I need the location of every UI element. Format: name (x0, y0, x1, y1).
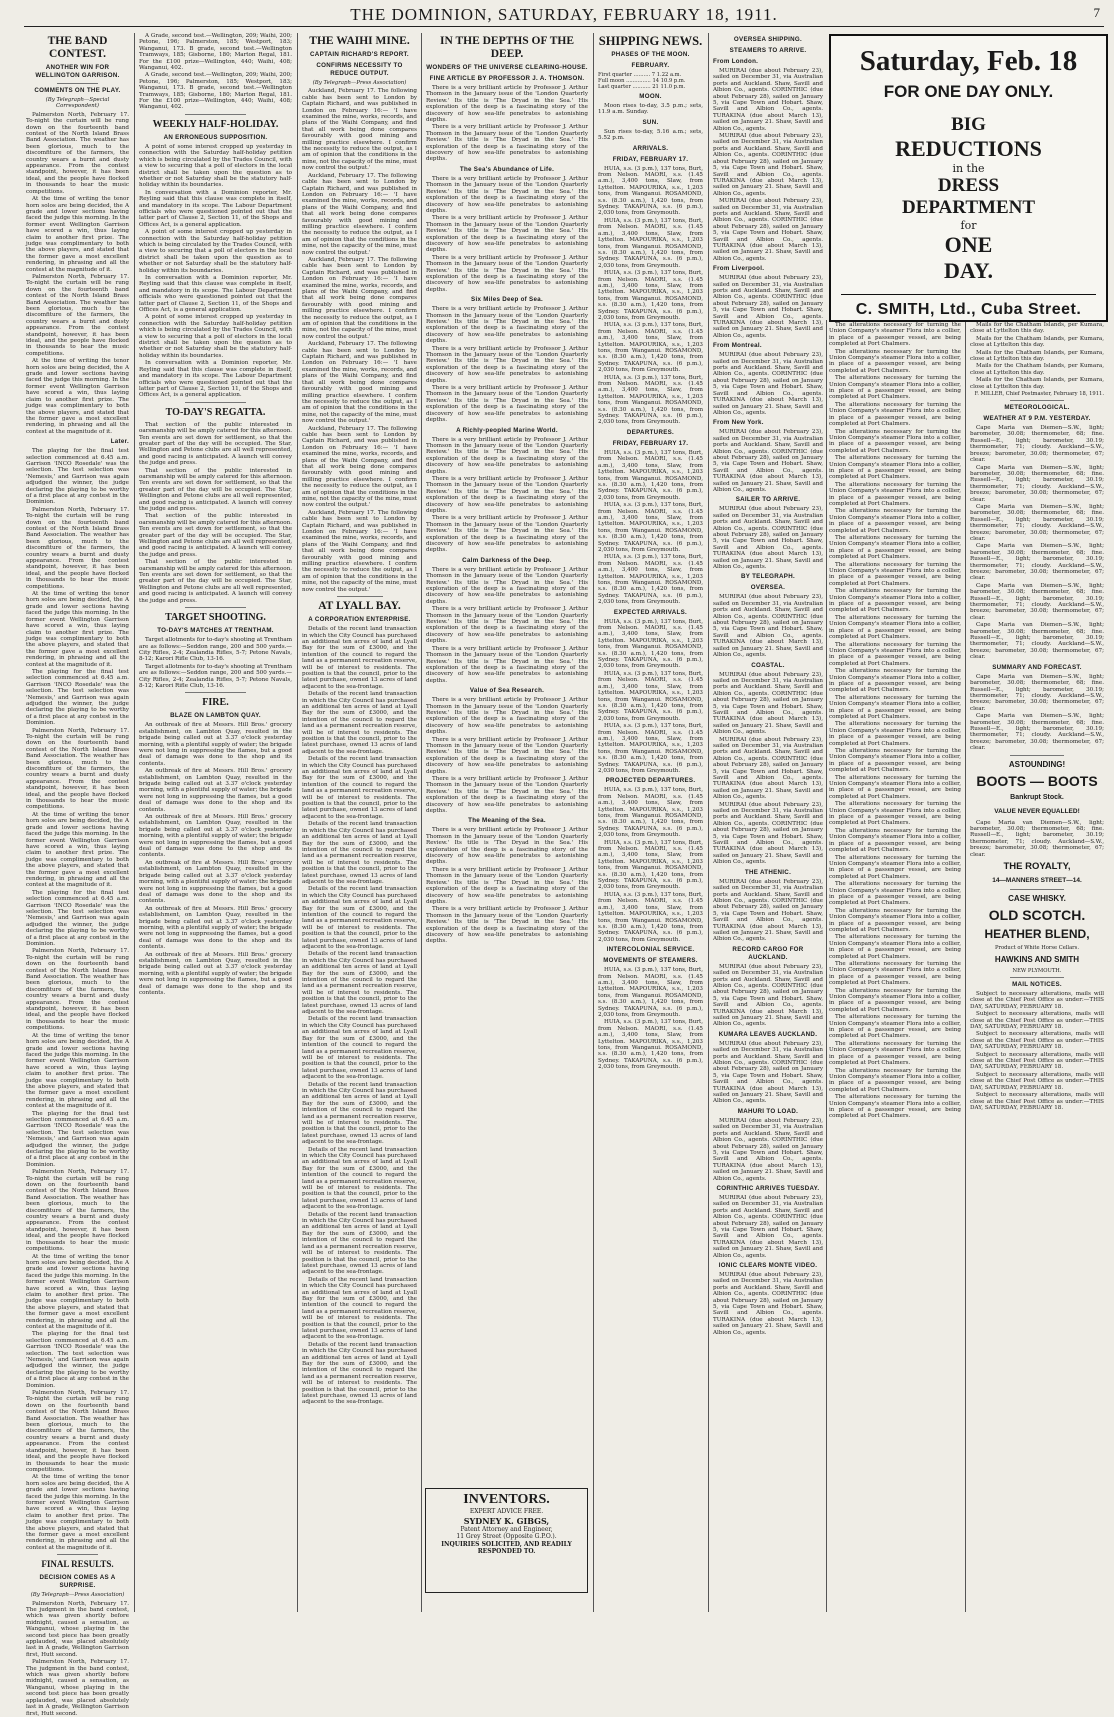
band-contest-later-text: The playing for the final test selection commenced at 6.45 a.m. Garrison 'INCO Rosedale' was the selection. The test selection was 'Nemesis,' and Garrison was again adjudged the winner, the judge declaring the playing to be worthy of a first place at any contest in the Dominion. (26, 448, 129, 506)
lyall-bay-text: Details of the recent land transaction in which the City Council has purchased an additional ten acres of land at Lyall Bay for the sum of £3000, and the intention of the council to regard the land as a permanent recreation reserve, will be of interest to residents. The position is that the council, prior to the latest purchase, owned 13 acres of land adjacent to the sea-frontage. (302, 691, 417, 755)
alterations-text: The alterations necessary for turning the Union Company's steamer Flora into a collier, in place of a passenger vessel, are being completed at Port Chalmers. (829, 668, 961, 694)
arrivals-date: FRIDAY, FEBRUARY 17. (612, 155, 689, 163)
mails-text: Mails for the Chatham Islands, per Kumara, close at Lyttelton this day. (970, 363, 1104, 376)
ionic-label: IONIC CLEARS MONTE VIDEO. (718, 1262, 818, 1269)
divider (185, 402, 246, 403)
alterations-text: The alterations necessary for turning the Union Company's steamer Flora into a collier, in place of a passenger vessel, are being completed at Port Chalmers. (829, 401, 961, 428)
product-line: Product of White Horse Cellars. (995, 945, 1079, 951)
ad-dress: DRESS (937, 175, 1000, 196)
intercolonial-text: HUIA, s.s. (3 p.m.), 137 tons, Burt, from Nelson. MAORI, s.s. (1.45 a.m.), 3,400 tons, Slaw, from Lyttelton. MAPOURIKA, s.s., 1,203 tons, from Wanganui. ROSAMOND, s.s. (8.30 a.m.), 1,420 tons, from Sydney. TAKAPUNA, s.s. (6 p.m.), 2,030 tons, from Greymouth. (598, 967, 703, 1018)
alterations-text: The alterations necessary for turning the Union Company's steamer Flora into a collier, in place of a passenger vessel, are being completed at Port Chalmers. (829, 801, 961, 827)
inventors-line: Patent Attorney and Engineer, (460, 1525, 553, 1533)
regatta-text: That section of the public interested in oarsmanship will be amply catered for this afternoon. Ten events are set down for settlement, so that the greater part of the day will be occupied. The Star, Wellington and Petone clubs are all well represented, and good racing is anticipated. A launch will convey the judge and press. (139, 559, 292, 604)
hawkins-smith: HAWKINS AND SMITH (994, 955, 1080, 964)
column-rule (134, 33, 135, 1612)
fire-headline: FIRE. (202, 697, 229, 709)
column-rule (593, 33, 594, 1612)
target-shooting-section: TO-DAY'S MATCHES AT TRENTHAM. (157, 627, 274, 635)
phase-row: Last quarter ........... 21 11.0 p.m. (598, 84, 686, 90)
waihi-mine-subheadline: CAPTAIN RICHARD'S REPORT. (310, 51, 409, 58)
overseas-text: MURIRAI (due about February 23), sailed on December 31, via Australian ports and Auckland. Shaw, Savill and Albion Co., agents. CORINTHIC (due about February 28), sailed on January 5, via Cape Town and Hobart. Shaw, Savill and Albion Co., agents. TURAKINA (due about March 13), sailed on January 21. Shaw, Savill and Albion Co., agents. (713, 429, 823, 493)
expected-label: EXPECTED ARRIVALS. (613, 608, 688, 616)
half-holiday-paragraph: In conversation with a Dominion reporter, Mr. Reyling said that this clause was complete in itself, and mandatory in its scope. The Labour Department officials who were questioned pointed out that the latter part of Clause 2, Section 11, of the Shops and Offices Act, is a general application. (139, 360, 292, 399)
grade-results: A Grade, second test.—Wellington, 209; Waihi, 200; Petone, 196; Palmerston, 185; Westport, 183; Wanganui, 173. B grade, second test.—Wellington Tramways, 185; Gisborne, 180; Marton Regal, 181. For the £100 prize—Wellington, 440; Waihi, 408; Wanganui, 402. (139, 33, 292, 72)
arrivals-label: ARRIVALS. (632, 144, 669, 152)
band-contest-byline: (By Telegraph—Special Correspondent) (45, 97, 110, 110)
weather-text: Cape Maria van Diemen—S.W., light; barometer, 30.08; thermometer, 68; fine. Russell—E., light; barometer, 30.19; thermometer, 71; cloudy. Auckland—S.W., breeze; barometer, 30.08; thermometer, 67; clear. (970, 464, 1104, 503)
divider (185, 692, 246, 693)
expected-text: HUIA, s.s. (3 p.m.), 137 tons, Burt, from Nelson. MAORI, s.s. (1.45 a.m.), 3,400 tons, Slaw, from Lyttelton. MAPOURIKA, s.s., 1,203 tons, from Wanganui. ROSAMOND, s.s. (8.30 a.m.), 1,420 tons, from Sydney. TAKAPUNA, s.s. (6 p.m.), 2,030 tons, from Greymouth. (598, 723, 703, 774)
alterations-text: The alterations necessary for turning the Union Company's steamer Flora into a collier, in place of a passenger vessel, are being completed at Port Chalmers. (829, 481, 961, 507)
waihi-mine-section: CONFIRMS NECESSITY TO REDUCE OUTPUT. (316, 62, 403, 77)
ad-signature: C. SMITH, Ltd., Cuba Street. (841, 294, 1096, 319)
band-contest-paragraph: At the time of writing the tenor horn solos are being decided, the A grade and lower sections having faced the judge this morning. In the former event Wellington Garrison have scored a win, thus laying claim to another first prize. The judge was complimentary to both the above players, and stated that the former gave a most excellent rendering, in phrasing and all the contest at the magnitude of it. (26, 1474, 129, 1551)
projected-text: HUIA, s.s. (3 p.m.), 137 tons, Burt, from Nelson. MAORI, s.s. (1.45 a.m.), 3,400 tons, Slaw, from Lyttelton. MAPOURIKA, s.s., 1,203 tons, from Wanganui. ROSAMOND, s.s. (8.30 a.m.), 1,420 tons, from Sydney. TAKAPUNA, s.s. (6 p.m.), 2,030 tons, from Greymouth. (598, 891, 703, 943)
page-number: 7 (1093, 5, 1100, 20)
column-rule (297, 33, 298, 1612)
lyall-bay-text: Details of the recent land transaction in which the City Council has purchased an additional ten acres of land at Lyall Bay for the sum of £3000, and the intention of the council to regard the land as a permanent recreation reserve, will be of interest to residents. The position is that the council, prior to the latest purchase, owned 13 acres of land adjacent to the sea-frontage. (302, 1341, 417, 1406)
alterations-text: The alterations necessary for turning the Union Company's steamer Flora into a collier, in place of a passenger vessel, are being completed at Port Chalmers. (829, 1067, 961, 1093)
alterations-text: The alterations necessary for turning the Union Company's steamer Flora into a collier, in place of a passenger vessel, are being completed at Port Chalmers. (829, 375, 961, 401)
inventors-line: EXPERT ADVICE FREE. (469, 1508, 544, 1515)
masthead (24, 4, 1104, 27)
alterations-text: The alterations necessary for turning the Union Company's steamer Flora into a collier, in place of a passenger vessel, are being completed at Port Chalmers. (829, 774, 961, 800)
divider (1010, 400, 1064, 401)
alterations-text: The alterations necessary for turning the Union Company's steamer Flora into a collier, in place of a passenger vessel, are being completed at Port Chalmers. (829, 1094, 961, 1120)
mail-notices-text: Subject to necessary alterations, mails will close at the Chief Post Office as under:—THIS DAY, SATURDAY, FEBRUARY 18. (970, 1011, 1104, 1031)
sun-label: SUN. (642, 118, 659, 126)
ad-department: DEPARTMENT (901, 197, 1036, 218)
athenic-label: THE ATHENIC. (744, 868, 792, 876)
column-rule (708, 33, 709, 1612)
deep-text: There is a very brilliant article by Professor J. Arthur Thomson in the January issue of the 'London Quarterly Review.' Its title is 'The Dryad in the Sea.' His exploration of the deep is a fascinating story of the discovery of how sea-life penetrates to astonishing depths. (426, 175, 588, 214)
overseas-text: MURIRAI (due about February 23), sailed on December 31, via Australian ports and Auckland. Shaw, Savill and Albion Co., agents. CORINTHIC (due about February 28), sailed on January 5, via Cape Town and Hobart. Shaw, Savill and Albion Co., agents. TURAKINA (due about March 13), sailed on January 21. Shaw, Savill and Albion Co., agents. (713, 1272, 823, 1336)
final-results-text: Palmerston North, February 17. The judgment in the band contest, which was given shortly before midnight, caused a sensation, as Wanganui, whose playing in the second test piece has been greatly applauded, was placed absolutely last in A grade, Wellington Garrison first, Hutt second. (26, 1600, 129, 1658)
ad-reductions: REDUCTIONS (895, 136, 1042, 161)
column-overseas (713, 33, 823, 1614)
band-contest-paragraph: At the time of writing the tenor horn solos are being decided, the A grade and lower sections having faced the judge this morning. In the former event Wellington Garrison have scored a win, thus laying claim to another first prize. The judge was complimentary to both the above players, and stated that the former gave a most excellent rendering, in phrasing and all the contest at the magnitude of it. (26, 591, 129, 668)
alterations-text: The alterations necessary for turning the Union Company's steamer Flora into a collier, in place of a passenger vessel, are being completed at Port Chalmers. (829, 748, 961, 774)
deep-text: There is a very brilliant article by Professor J. Arthur Thomson in the January issue of the 'London Quarterly Review.' Its title is 'The Dryad in the Sea.' His exploration of the deep is a fascinating story of the discovery of how sea-life penetrates to astonishing depths. (426, 827, 588, 866)
alterations-text: The alterations necessary for turning the Union Company's steamer Flora into a collier, in place of a passenger vessel, are being completed at Port Chalmers. (829, 721, 961, 747)
deep-subsection: Value of Sea Research. (469, 687, 545, 695)
weather-text: Cape Maria van Diemen—S.W., light; barometer, 30.08; thermometer, 68; fine. Russell—E., light; barometer, 30.19; thermometer, 71; cloudy. Auckland—S.W., breeze; barometer, 30.08; thermometer, 67; clear. (970, 425, 1104, 464)
deep-subsection: The Meaning of the Sea. (468, 817, 546, 825)
arrivals-text: HUIA, s.s. (3 p.m.), 137 tons, Burt, from Nelson. MAORI, s.s. (1.45 a.m.), 3,400 tons, Slaw, from Lyttelton. MAPOURIKA, s.s., 1,203 tons, from Wanganui. ROSAMOND, s.s. (8.30 a.m.), 1,420 tons, from Sydney. TAKAPUNA, s.s. (6 p.m.), 2,030 tons, from Greymouth. (598, 165, 703, 217)
corinthic-label: CORINTHIC ARRIVES TUESDAY. (716, 1184, 820, 1192)
lyall-bay-text: Details of the recent land transaction in which the City Council has purchased an additional ten acres of land at Lyall Bay for the sum of £3000, and the intention of the council to regard the land as a permanent recreation reserve, will be of interest to residents. The position is that the council, prior to the latest purchase, owned 13 acres of land adjacent to the sea-frontage. (302, 756, 417, 820)
alterations-text: The alterations necessary for turning the Union Company's steamer Flora into a collier, in place of a passenger vessel, are being completed at Port Chalmers. (829, 694, 961, 720)
waihi-mine-text: Auckland, February 17. The following cable has been sent to London by Captain Richard, and was published in London on February 16:— 'I have examined the mine, works, records, and plans of the Waihi Company, and find that all work being done compares favourably with good mining and milling practice elsewhere. I confirm the necessity to reduce the output, as I am of opinion that the conditions in the mine, not the capacity of the mine, must now control the output.' (302, 172, 417, 256)
band-contest-section: COMMENTS ON THE PLAY. (34, 87, 121, 94)
alterations-text: The alterations necessary for turning the Union Company's steamer Flora into a collier, in place of a passenger vessel, are being completed at Port Chalmers. (829, 987, 961, 1013)
waihi-mine-text: Auckland, February 17. The following cable has been sent to London by Captain Richard, and was published in London on February 16:— 'I have examined the mine, works, records, and plans of the Waihi Company, and find that all work being done compares favourably with good mining and milling practice elsewhere. I confirm the necessity to reduce the output, as I am of opinion that the conditions in the mine, not the capacity of the mine, must now control the output.' (302, 509, 417, 593)
new-plymouth: NEW PLYMOUTH. (1012, 968, 1062, 974)
half-holiday-section: AN ERRONEOUS SUPPOSITION. (163, 133, 268, 141)
overseas-subheadline: STEAMERS TO ARRIVE. (729, 47, 807, 54)
arrivals-text: HUIA, s.s. (3 p.m.), 137 tons, Burt, from Nelson. MAORI, s.s. (1.45 a.m.), 3,400 tons, Slaw, from Lyttelton. MAPOURIKA, s.s., 1,203 tons, from Wanganui. ROSAMOND, s.s. (8.30 a.m.), 1,420 tons, from Sydney. TAKAPUNA, s.s. (6 p.m.), 2,030 tons, from Greymouth. (598, 270, 703, 321)
half-holiday-paragraph: In conversation with a Dominion reporter, Mr. Reyling said that this clause was complete in itself, and mandatory in its scope. The Labour Department officials who were questioned pointed out that the latter part of Clause 2, Section 11, of the Shops and Offices Act, is a general application. (139, 275, 292, 314)
overseas-text: MURIRAI (due about February 23), sailed on December 31, via Australian ports and Auckland. Shaw, Savill and Albion Co., agents. CORINTHIC (due about February 28), sailed on January 5, via Cape Town and Hobart. Shaw, Savill and Albion Co., agents. TURAKINA (due about March 13), sailed on January 21. Shaw, Savill and Albion Co., agents. (713, 736, 823, 801)
ad-date: Saturday, Feb. 18 (859, 45, 1078, 77)
deep-subsection: Six Miles Deep of Sea. (471, 296, 543, 304)
deep-text: There is a very brilliant article by Professor J. Arthur Thomson in the January issue of the 'London Quarterly Review.' Its title is 'The Dryad in the Sea.' His exploration of the deep is a fascinating story of the discovery of how sea-life penetrates to astonishing depths. (426, 124, 588, 163)
lyall-bay-text: Details of the recent land transaction in which the City Council has purchased an additional ten acres of land at Lyall Bay for the sum of £3000, and the intention of the council to regard the land as a permanent recreation reserve, will be of interest to residents. The position is that the council, prior to the latest purchase, owned 13 acres of land adjacent to the sea-frontage. (302, 1146, 417, 1211)
band-contest-later-text: The playing for the final test selection commenced at 6.45 a.m. Garrison 'INCO Rosedale' was the selection. The test selection was 'Nemesis,' and Garrison was again adjudged the winner, the judge declaring the playing to be worthy of a first place at any contest in the Dominion. (26, 668, 129, 727)
target-shooting-headline: TARGET SHOOTING. (165, 612, 266, 624)
deep-text: There is a very brilliant article by Professor J. Arthur Thomson in the January issue of the 'London Quarterly Review.' Its title is 'The Dryad in the Sea.' His exploration of the deep is a fascinating story of the discovery of how sea-life penetrates to astonishing depths. (426, 345, 588, 384)
weather-headline: WEATHER AT 9 P.M. YESTERDAY. (983, 415, 1091, 423)
mail-notices-text: Subject to necessary alterations, mails will close at the Chief Post Office as under:—THIS DAY, SATURDAY, FEBRUARY 18. (970, 1031, 1104, 1051)
alterations-text: The alterations necessary for turning the Union Company's steamer Flora into a collier, in place of a passenger vessel, are being completed at Port Chalmers. (829, 961, 961, 987)
fire-text: An outbreak of fire at Messrs. Hill Bros.' grocery establishment, on Lambton Quay, resulted in the brigade being called out at 3.37 o'clock yesterday morning, with a plentiful supply of water; the brigade were not long in suppressing the flames, but a good deal of damage was done to the shop and its contents. (139, 768, 292, 813)
ad-one-day-only: FOR ONE DAY ONLY. (883, 82, 1054, 101)
overseas-text: MURIRAI (due about February 23), sailed on December 31, via Australian ports and Auckland. Shaw, Savill and Albion Co., agents. CORINTHIC (due about February 28), sailed on January 5, via Cape Town and Hobart. Shaw, Savill and Albion Co., agents. TURAKINA (due about March 13), sailed on January 21. Shaw, Savill and Albion Co., agents. (713, 963, 823, 1028)
ad-for: for (960, 219, 977, 232)
divider (57, 1554, 98, 1555)
fire-text: An outbreak of fire at Messrs. Hill Bros.' grocery establishment, on Lambton Quay, resulted in the brigade being called out at 3.37 o'clock yesterday morning, with a plentiful supply of water; the brigade were not long in suppressing the flames, but a good deal of damage was done to the shop and its contents. (139, 905, 292, 951)
lyall-bay-text: Details of the recent land transaction in which the City Council has purchased an additional ten acres of land at Lyall Bay for the sum of £3000, and the intention of the council to regard the land as a permanent recreation reserve, will be of interest to residents. The position is that the council, prior to the latest purchase, owned 13 acres of land adjacent to the sea-frontage. (302, 1211, 417, 1276)
deep-text: There is a very brilliant article by Professor J. Arthur Thomson in the January issue of the 'London Quarterly Review.' Its title is 'The Dryad in the Sea.' His exploration of the deep is a fascinating story of the discovery of how sea-life penetrates to astonishing depths. (426, 776, 588, 815)
ad-big: BIG (951, 114, 986, 135)
ad-in-the: in the (952, 162, 985, 175)
overseas-text: MURIRAI (due about February 23), sailed on December 31, via Australian ports and Auckland. Shaw, Savill and Albion Co., agents. CORINTHIC (due about February 28), sailed on January 5, via Cape Town and Hobart. Shaw, Savill and Albion Co., agents. TURAKINA (due about March 13), sailed on January 21. Shaw, Savill and Albion Co., agents. (713, 1117, 823, 1182)
sun-text: Sun rises to-day, 5.16 a.m.; sets, 5.52 p.m. (598, 128, 703, 142)
shipping-headline: SHIPPING NEWS. (598, 34, 703, 48)
divider (185, 607, 246, 608)
deep-text: There is a very brilliant article by Professor J. Arthur Thomson in the January issue of the 'London Quarterly Review.' Its title is 'The Dryad in the Sea.' His exploration of the deep is a fascinating story of the discovery of how sea-life penetrates to astonishing depths. (426, 566, 588, 605)
alterations-text: The alterations necessary for turning the Union Company's steamer Flora into a collier, in place of a passenger vessel, are being completed at Port Chalmers. (829, 561, 961, 587)
record-label: RECORD CARGO FOR AUCKLAND. (732, 945, 804, 961)
band-contest-paragraph: At the time of writing the tenor horn solos are being decided, the A grade and lower sections having faced the judge this morning. In the former event Wellington Garrison have scored a win, thus laying claim to another first prize. The judge was complimentary to both the above players, and stated that the former gave a most excellent rendering, in phrasing and all the contest at the magnitude of it. (26, 811, 129, 889)
band-contest-paragraph: Palmerston North, February 17. To-night the curtain will be rung down on the fourteenth band contest of the North Island Brass Band Association. The weather has been glorious, much to the discomfiture of the farmers, the country wears a burnt and dusty appearance. From the contest standpoint, however, it has been ideal, and the people have flocked in thousands to hear the music competitions. (26, 506, 129, 590)
lyall-bay-headline: AT LYALL BAY. (318, 600, 401, 613)
telegraph-label: BY TELEGRAPH. (741, 573, 795, 581)
alterations-text: The alterations necessary for turning the Union Company's steamer Flora into a collier, in place of a passenger vessel, are being completed at Port Chalmers. (829, 348, 961, 374)
coastal-label: COASTAL. (751, 661, 785, 669)
band-contest-later-text: The playing for the final test selection commenced at 6.45 a.m. Garrison 'INCO Rosedale' was the selection. The test selection was 'Nemesis,' and Garrison was again adjudged the winner, the judge declaring the playing to be worthy of a first place at any contest in the Dominion. (26, 889, 129, 947)
weather-text: Cape Maria van Diemen—S.W., light; barometer, 30.08; thermometer, 68; fine. Russell—E., light; barometer, 30.19; thermometer, 71; cloudy. Auckland—S.W., breeze; barometer, 30.08; thermometer, 67; clear. (970, 543, 1104, 582)
overseas-text: MURIRAI (due about February 23), sailed on December 31, via Australian ports and Auckland. Shaw, Savill and Albion Co., agents. CORINTHIC (due about February 28), sailed on January 5, via Cape Town and Hobart. Shaw, Savill and Albion Co., agents. TURAKINA (due about March 13), sailed on January 21. Shaw, Savill and Albion Co., agents. (713, 594, 823, 659)
departures-label: DEPARTURES. (626, 428, 675, 436)
projected-text: HUIA, s.s. (3 p.m.), 137 tons, Burt, from Nelson. MAORI, s.s. (1.45 a.m.), 3,400 tons, Slaw, from Lyttelton. MAPOURIKA, s.s., 1,203 tons, from Wanganui. ROSAMOND, s.s. (8.30 a.m.), 1,420 tons, from Sydney. TAKAPUNA, s.s. (6 p.m.), 2,030 tons, from Greymouth. (598, 787, 703, 839)
alterations-text: The alterations necessary for turning the Union Company's steamer Flora into a collier, in place of a passenger vessel, are being completed at Port Chalmers. (829, 535, 961, 561)
column-shipping (598, 33, 703, 1614)
weather-text: Cape Maria van Diemen—S.W., light; barometer, 30.08; thermometer, 68; fine. Russell—E., light; barometer, 30.19; thermometer, 71; cloudy. Auckland—S.W., breeze; barometer, 30.08; thermometer, 67; clear. (970, 673, 1104, 712)
column-half-holiday (139, 33, 292, 1614)
lyall-bay-text: Details of the recent land transaction in which the City Council has purchased an additional ten acres of land at Lyall Bay for the sum of £3000, and the intention of the council to regard the land as a permanent recreation reserve, will be of interest to residents. The position is that the council, prior to the latest purchase, owned 13 acres of land adjacent to the sea-frontage. (302, 1081, 417, 1146)
alterations-text: The alterations necessary for turning the Union Company's steamer Flora into a collier, in place of a passenger vessel, are being completed at Port Chalmers. (829, 322, 961, 348)
alterations-text: The alterations necessary for turning the Union Company's steamer Flora into a collier, in place of a passenger vessel, are being completed at Port Chalmers. (829, 827, 961, 854)
inventors-line: INQUIRIES SOLICITED, AND READILY RESPONDED TO. (441, 1540, 572, 1555)
kumara-label: KUMARA LEAVES AUCKLAND. (718, 1030, 818, 1038)
target-shooting-text: Target allotments for to-day's shooting at Trentham are as follows:—Seddon range, 200 and 500 yards.—City Rifles, 2-4; Zealandia Rifles, 5-7; Petone Navals, 8-12; Karori Rifle Club, 13-16. (139, 637, 292, 663)
mail-notices-text: Subject to necessary alterations, mails will close at the Chief Post Office as under:—THIS DAY, SATURDAY, FEBRUARY 18. (970, 1092, 1104, 1111)
mails-text: Mails for the Chatham Islands, per Kumara, close at Lyttelton this day. (970, 322, 1104, 335)
deep-headline: IN THE DEPTHS OF THE DEEP. (440, 35, 574, 60)
departures-date: FRIDAY, FEBRUARY 17. (612, 439, 689, 447)
arrivals-text: HUIA, s.s. (3 p.m.), 137 tons, Burt, from Nelson. MAORI, s.s. (1.45 a.m.), 3,400 tons, Slaw, from Lyttelton. MAPOURIKA, s.s., 1,203 tons, from Wanganui. ROSAMOND, s.s. (8.30 a.m.), 1,420 tons, from Sydney. TAKAPUNA, s.s. (6 p.m.), 2,030 tons, from Greymouth. (598, 217, 703, 269)
regatta-text: That section of the public interested in oarsmanship will be amply catered for this afternoon. Ten events are set down for settlement, so that the greater part of the day will be occupied. The Star, Wellington and Petone clubs are all well represented, and good racing is anticipated. A launch will convey the judge and press. (139, 421, 292, 467)
weather-text: Cape Maria van Diemen—S.W., light; barometer, 30.08; thermometer, 68; fine. Russell—E., light; barometer, 30.19; thermometer, 71; cloudy. Auckland—S.W., breeze; barometer, 30.08; thermometer, 67; clear. (970, 713, 1104, 752)
alterations-text: The alterations necessary for turning the Union Company's steamer Flora into a collier, in place of a passenger vessel, are being completed at Port Chalmers. (829, 881, 961, 907)
divider (1010, 977, 1064, 978)
phase-row: Full moon ............... 14 10.9 p.m. (598, 78, 686, 84)
alterations-text: The alterations necessary for turning the Union Company's steamer Flora into a collier, in place of a passenger vessel, are being completed at Port Chalmers. (829, 508, 961, 534)
projected-label: PROJECTED DEPARTURES. (605, 777, 696, 785)
final-results-text: Palmerston North, February 17. The judgment in the band contest, which was given shortly before midnight, caused a sensation, as Wanganui, whose playing in the second test piece has been greatly applauded, was placed absolutely last in A grade, Wellington Garrison first, Hutt second. (26, 1659, 129, 1717)
phases-month: FEBRUARY. (631, 62, 670, 69)
bankrupt-stock: Bankrupt Stock. (1010, 793, 1064, 801)
waihi-mine-byline: (By Telegraph—Press Association) (312, 80, 407, 86)
deep-subsection: Calm Darkness of the Deep. (462, 556, 552, 564)
inventors-name: SYDNEY K. GIBGS, (463, 1515, 550, 1526)
band-contest-paragraph: At the time of writing the tenor horn solos are being decided, the A grade and lower sections having faced the judge this morning. In the former event Wellington Garrison have scored a win, thus laying claim to another first prize. The judge was complimentary to both the above players, and stated that the former gave a most excellent rendering, in phrasing and all the contest at the magnitude of it. (26, 1032, 129, 1110)
arrivals-text: HUIA, s.s. (3 p.m.), 137 tons, Burt, from Nelson. MAORI, s.s. (1.45 a.m.), 3,400 tons, Slaw, from Lyttelton. MAPOURIKA, s.s., 1,203 tons, from Wanganui. ROSAMOND, s.s. (8.30 a.m.), 1,420 tons, from Sydney. TAKAPUNA, s.s. (6 p.m.), 2,030 tons, from Greymouth. (598, 374, 703, 426)
overseas-text: MURIRAI (due about February 23), sailed on December 31, via Australian ports and Auckland. Shaw, Savill and Albion Co., agents. CORINTHIC (due about February 28), sailed on January 5, via Cape Town and Hobart. Shaw, Savill and Albion Co., agents. TURAKINA (due about March 13), sailed on January 21. Shaw, Savill and Albion Co., agents. (713, 801, 823, 866)
old-scotch: OLD SCOTCH. (988, 907, 1086, 923)
inventors-ad (425, 1488, 588, 1593)
column-rule (965, 322, 966, 1612)
inventors-line: 11 Grey Street (Opposite G.P.O.). (456, 1533, 557, 1540)
mahuri-label: MAHURI TO LOAD. (737, 1107, 799, 1115)
alterations-text: The alterations necessary for turning the Union Company's steamer Flora into a collier, in place of a passenger vessel, are being completed at Port Chalmers. (829, 854, 961, 880)
lyall-bay-section: A CORPORATION ENTERPRISE. (308, 616, 411, 624)
dress-department-ad (829, 34, 1108, 322)
alterations-text: The alterations necessary for turning the Union Company's steamer Flora into a collier, in place of a passenger vessel, are being completed at Port Chalmers. (829, 934, 961, 960)
final-results-headline: FINAL RESULTS. (41, 1559, 114, 1570)
target-shooting-text: Target allotments for to-day's shooting at Trentham are as follows:—Seddon range, 200 and 500 yards.—City Rifles, 2-4; Zealandia Rifles, 5-7; Petone Navals, 8-12; Karori Rifle Club, 13-16. (139, 663, 292, 689)
phases-label: PHASES OF THE MOON. (611, 51, 690, 58)
overseas-text: MURIRAI (due about February 23), sailed on December 31, via Australian ports and Auckland. Shaw, Savill and Albion Co., agents. CORINTHIC (due about February 28), sailed on January 5, via Cape Town and Hobart. Shaw, Savill and Albion Co., agents. TURAKINA (due about March 13), sailed on January 21. Shaw, Savill and Albion Co., agents. (713, 506, 823, 571)
deep-text: There is a very brilliant article by Professor J. Arthur Thomson in the January issue of the 'London Quarterly Review.' Its title is 'The Dryad in the Sea.' His exploration of the deep is a fascinating story of the discovery of how sea-life penetrates to astonishing depths. (426, 697, 588, 736)
deep-subheadline: WONDERS OF THE UNIVERSE CLEARING-HOUSE. (426, 64, 588, 71)
intercolonial-label: INTERCOLONIAL SERVICE. (606, 946, 695, 954)
phase-row: First quarter .......... 7 1.22 a.m. (598, 72, 682, 78)
overseas-text: MURIRAI (due about February 23), sailed on December 31, via Australian ports and Auckland. Shaw, Savill and Albion Co., agents. CORINTHIC (due about February 28), sailed on January 5, via Cape Town and Hobart. Shaw, Savill and Albion Co., agents. TURAKINA (due about March 13), sailed on January 21. Shaw, Savill and Albion Co., agents. (713, 133, 823, 197)
case-whisky: CASE WHISKY. (1008, 894, 1066, 903)
waihi-mine-headline: THE WAIHI MINE. (309, 35, 410, 47)
half-holiday-paragraph: A point of some interest cropped up yesterday in connection with the Saturday half-holiday petition which is being circulated by the Trades Council, with a view to securing that a poll of electors in the local district shall be taken upon the question as to whether or not Saturday shall be the statutory half-holiday within its boundaries. (139, 229, 292, 274)
departures-text: HUIA, s.s. (3 p.m.), 137 tons, Burt, from Nelson. MAORI, s.s. (1.45 a.m.), 3,400 tons, Slaw, from Lyttelton. MAPOURIKA, s.s., 1,203 tons, from Wanganui. ROSAMOND, s.s. (8.30 a.m.), 1,420 tons, from Sydney. TAKAPUNA, s.s. (6 p.m.), 2,030 tons, from Greymouth. (598, 449, 703, 501)
waihi-mine-text: Auckland, February 17. The following cable has been sent to London by Captain Richard, and was published in London on February 16:— 'I have examined the mine, works, records, and plans of the Waihi Company, and find that all work being done compares favourably with good mining and milling practice elsewhere. I confirm the necessity to reduce the output, as I am of opinion that the conditions in the mine, not the capacity of the mine, must now control the output.' (302, 341, 417, 425)
meteorological-headline: METEOROLOGICAL. (1004, 404, 1070, 412)
value-never-equalled: VALUE NEVER EQUALLED! (994, 807, 1080, 815)
overseas-text: MURIRAI (due about February 23), sailed on December 31, via Australian ports and Auckland. Shaw, Savill and Albion Co., agents. CORINTHIC (due about February 28), sailed on January 5, via Cape Town and Hobart. Shaw, Savill and Albion Co., agents. TURAKINA (due about March 13), sailed on January 21. Shaw, Savill and Albion Co., agents. (713, 275, 823, 339)
mailer-signature: F. MILLER, Chief Postmaster, February 18, 1911. (974, 391, 1104, 398)
column-deep (426, 33, 588, 1485)
band-contest-paragraph: Palmerston North, February 17. To-night the curtain will be rung down on the fourteenth band contest of the North Island Brass Band Association. The weather has been glorious, much to the discomfiture of the farmers, the country wears a burnt and dusty appearance. From the contest standpoint, however, it has been ideal, and the people have flocked in thousands to hear the music competitions. (26, 1390, 129, 1473)
deep-text: There is a very brilliant article by Professor J. Arthur Thomson in the January issue of the 'London Quarterly Review.' Its title is 'The Dryad in the Sea.' His exploration of the deep is a fascinating story of the discovery of how sea-life penetrates to astonishing depths. (426, 306, 588, 345)
mail-notices-headline: MAIL NOTICES. (1012, 981, 1062, 988)
regatta-headline: TO-DAY'S REGATTA. (165, 406, 266, 418)
astounding: ASTOUNDING! (1008, 759, 1066, 769)
column-band-contest (26, 33, 129, 1717)
overseas-text: MURIRAI (due about February 23), sailed on December 31, via Australian ports and Auckland. Shaw, Savill and Albion Co., agents. CORINTHIC (due about February 28), sailed on January 5, via Cape Town and Hobart. Shaw, Savill and Albion Co., agents. TURAKINA (due about March 13), sailed on January 21. Shaw, Savill and Albion Co., agents. (713, 1194, 823, 1259)
waihi-mine-text: Auckland, February 17. The following cable has been sent to London by Captain Richard, and was published in London on February 16:— 'I have examined the mine, works, records, and plans of the Waihi Company, and find that all work being done compares favourably with good mining and milling practice elsewhere. I confirm the necessity to reduce the output, as I am of opinion that the conditions in the mine, not the capacity of the mine, must now control the output.' (302, 88, 417, 172)
intercolonial-text: HUIA, s.s. (3 p.m.), 137 tons, Burt, from Nelson. MAORI, s.s. (1.45 a.m.), 3,400 tons, Slaw, from Lyttelton. MAPOURIKA, s.s., 1,203 tons, from Wanganui. ROSAMOND, s.s. (8.30 a.m.), 1,420 tons, from Sydney. TAKAPUNA, s.s. (6 p.m.), 2,030 tons, from Greymouth. (598, 1019, 703, 1071)
overseas-text: MURIRAI (due about February 23), sailed on December 31, via Australian ports and Auckland. Shaw, Savill and Albion Co., agents. CORINTHIC (due about February 28), sailed on January 5, via Cape Town and Hobart. Shaw, Savill and Albion Co., agents. TURAKINA (due about March 13), sailed on January 21. Shaw, Savill and Albion Co., agents. (713, 1040, 823, 1105)
deep-text: There is a very brilliant article by Professor J. Arthur Thomson in the January issue of the 'London Quarterly Review.' Its title is 'The Dryad in the Sea.' His exploration of the deep is a fascinating story of the discovery of how sea-life penetrates to astonishing depths. (426, 515, 588, 554)
band-contest-later-text: The playing for the final test selection commenced at 6.45 a.m. Garrison 'INCO Rosedale' was the selection. The test selection was 'Nemesis,' and Garrison was again adjudged the winner, the judge declaring the playing to be worthy of a first place at any contest in the Dominion. (26, 1110, 129, 1168)
intercolonial-sub: MOVEMENTS OF STEAMERS. (603, 957, 698, 965)
summary-headline: SUMMARY AND FORECAST. (992, 663, 1082, 671)
alterations-text: The alterations necessary for turning the Union Company's steamer Flora into a collier, in place of a passenger vessel, are being completed at Port Chalmers. (829, 907, 961, 933)
masthead-title: THE DOMINION, SATURDAY, FEBRUARY 18, 1911. (350, 5, 778, 24)
deep-text: There is a very brilliant article by Professor J. Arthur Thomson in the January issue of the 'London Quarterly Review.' Its title is 'The Dryad in the Sea.' His exploration of the deep is a fascinating story of the discovery of how sea-life penetrates to astonishing depths. (426, 85, 588, 124)
column-rule (826, 320, 827, 1612)
mail-notices-text: Subject to necessary alterations, mails will close at the Chief Post Office as under:—THIS DAY, SATURDAY, FEBRUARY 18. (970, 1051, 1104, 1071)
band-contest-paragraph: Palmerston North, February 17. To-night the curtain will be rung down on the fourteenth band contest of the North Island Brass Band Association. The weather has been glorious, much to the discomfiture of the farmers, the country wears a burnt and dusty appearance. From the contest standpoint, however, it has been ideal, and the people have flocked in thousands to hear the music competitions. (26, 111, 129, 195)
band-contest-headline: THE BAND CONTEST. (47, 35, 108, 60)
deep-section: FINE ARTICLE BY PROFESSOR J. A. THOMSON. (429, 75, 585, 82)
band-contest-paragraph: Palmerston North, February 17. To-night the curtain will be rung down on the fourteenth band contest of the North Island Brass Band Association. The weather has been glorious, much to the discomfiture of the farmers, the country wears a burnt and dusty appearance. From the contest standpoint, however, it has been ideal, and the people have flocked in thousands to hear the music competitions. (26, 727, 129, 811)
royalty-address: 14—MANNERS STREET—14. (992, 877, 1082, 884)
projected-text: HUIA, s.s. (3 p.m.), 137 tons, Burt, from Nelson. MAORI, s.s. (1.45 a.m.), 3,400 tons, Slaw, from Lyttelton. MAPOURIKA, s.s., 1,203 tons, from Wanganui. ROSAMOND, s.s. (8.30 a.m.), 1,420 tons, from Sydney. TAKAPUNA, s.s. (6 p.m.), 2,030 tons, from Greymouth. (598, 839, 703, 891)
band-contest-paragraph: Palmerston North, February 17. To-night the curtain will be rung down on the fourteenth band contest of the North Island Brass Band Association. The weather has been glorious, much to the discomfiture of the farmers, the country wears a burnt and dusty appearance. From the contest standpoint, however, it has been ideal, and the people have flocked in thousands to hear the music competitions. (26, 948, 129, 1032)
boots-headline: BOOTS — BOOTS (976, 772, 1098, 789)
divider (1010, 755, 1064, 756)
lyall-bay-text: Details of the recent land transaction in which the City Council has purchased an additional ten acres of land at Lyall Bay for the sum of £3000, and the intention of the council to regard the land as a permanent recreation reserve, will be of interest to residents. The position is that the council, prior to the latest purchase, owned 13 acres of land adjacent to the sea-frontage. (302, 951, 417, 1016)
deep-text: There is a very brilliant article by Professor J. Arthur Thomson in the January issue of the 'London Quarterly Review.' Its title is 'The Dryad in the Sea.' His exploration of the deep is a fascinating story of the discovery of how sea-life penetrates to astonishing depths. (426, 906, 588, 945)
mails-text: Mails for the Chatham Islands, per Kumara, close at Lyttelton this day. (970, 335, 1104, 349)
half-holiday-paragraph: A point of some interest cropped up yesterday in connection with the Saturday half-holiday petition which is being circulated by the Trades Council, with a view to securing that a poll of electors in the local district shall be taken upon the question as to whether or not Saturday shall be the statutory half-holiday within its boundaries. (139, 314, 292, 359)
expected-text: HUIA, s.s. (3 p.m.), 137 tons, Burt, from Nelson. MAORI, s.s. (1.45 a.m.), 3,400 tons, Slaw, from Lyttelton. MAPOURIKA, s.s., 1,203 tons, from Wanganui. ROSAMOND, s.s. (8.30 a.m.), 1,420 tons, from Sydney. TAKAPUNA, s.s. (6 p.m.), 2,030 tons, from Greymouth. (598, 618, 703, 670)
band-contest-paragraph: Palmerston North, February 17. To-night the curtain will be rung down on the fourteenth band contest of the North Island Brass Band Association. The weather has been glorious, much to the discomfiture of the farmers, the country wears a burnt and dusty appearance. From the contest standpoint, however, it has been ideal, and the people have flocked in thousands to hear the music competitions. (26, 1169, 129, 1253)
deep-text: There is a very brilliant article by Professor J. Arthur Thomson in the January issue of the 'London Quarterly Review.' Its title is 'The Dryad in the Sea.' His exploration of the deep is a fascinating story of the discovery of how sea-life penetrates to astonishing depths. (426, 215, 588, 254)
waihi-mine-text: Auckland, February 17. The following cable has been sent to London by Captain Richard, and was published in London on February 16:— 'I have examined the mine, works, records, and plans of the Waihi Company, and find that all work being done compares favourably with good mining and milling practice elsewhere. I confirm the necessity to reduce the output, as I am of opinion that the conditions in the mine, not the capacity of the mine, must now control the output.' (302, 256, 417, 340)
ad-day: DAY. (943, 258, 994, 283)
overseas-text: MURIRAI (due about February 23), sailed on December 31, via Australian ports and Auckland. Shaw, Savill and Albion Co., agents. CORINTHIC (due about February 28), sailed on January 5, via Cape Town and Hobart. Shaw, Savill and Albion Co., agents. TURAKINA (due about March 13), sailed on January 21. Shaw, Savill and Albion Co., agents. (713, 878, 823, 943)
alterations-text: The alterations necessary for turning the Union Company's steamer Flora into a collier, in place of a passenger vessel, are being completed at Port Chalmers. (829, 588, 961, 614)
deep-text: There is a very brilliant article by Professor J. Arthur Thomson in the January issue of the 'London Quarterly Review.' Its title is 'The Dryad in the Sea.' His exploration of the deep is a fascinating story of the discovery of how sea-life penetrates to astonishing depths. (426, 866, 588, 905)
weather-text: Cape Maria van Diemen—S.W., light; barometer, 30.08; thermometer, 68; fine. Russell—E., light; barometer, 30.19; thermometer, 71; cloudy. Auckland—S.W., breeze; barometer, 30.08; thermometer, 67; clear. (970, 582, 1104, 621)
divider (1010, 889, 1064, 890)
deep-text: There is a very brilliant article by Professor J. Arthur Thomson in the January issue of the 'London Quarterly Review.' Its title is 'The Dryad in the Sea.' His exploration of the deep is a fascinating story of the discovery of how sea-life penetrates to astonishing depths. (426, 254, 588, 293)
lyall-bay-text: Details of the recent land transaction in which the City Council has purchased an additional ten acres of land at Lyall Bay for the sum of £3000, and the intention of the council to regard the land as a permanent recreation reserve, will be of interest to residents. The position is that the council, prior to the latest purchase, owned 13 acres of land adjacent to the sea-frontage. (302, 1276, 417, 1341)
inventors-headline: INVENTORS. (463, 1492, 550, 1507)
alterations-text: The alterations necessary for turning the Union Company's steamer Flora into a collier, in place of a passenger vessel, are being completed at Port Chalmers. (829, 428, 961, 454)
departures-text: HUIA, s.s. (3 p.m.), 137 tons, Burt, from Nelson. MAORI, s.s. (1.45 a.m.), 3,400 tons, Slaw, from Lyttelton. MAPOURIKA, s.s., 1,203 tons, from Wanganui. ROSAMOND, s.s. (8.30 a.m.), 1,420 tons, from Sydney. TAKAPUNA, s.s. (6 p.m.), 2,030 tons, from Greymouth. (598, 502, 703, 553)
mail-notices-text: Subject to necessary alterations, mails will close at the Chief Post Office as under:—THIS DAY, SATURDAY, FEBRUARY 18. (970, 1071, 1104, 1091)
lyall-bay-text: Details of the recent land transaction in which the City Council has purchased an additional ten acres of land at Lyall Bay for the sum of £3000, and the intention of the council to regard the land as a permanent recreation reserve, will be of interest to residents. The position is that the council, prior to the latest purchase, owned 13 acres of land adjacent to the sea-frontage. (302, 821, 417, 885)
alterations-text: The alterations necessary for turning the Union Company's steamer Flora into a collier, in place of a passenger vessel, are being completed at Port Chalmers. (829, 1040, 961, 1067)
fire-text: An outbreak of fire at Messrs. Hill Bros.' grocery establishment, on Lambton Quay, resulted in the brigade being called out at 3.37 o'clock yesterday morning, with a plentiful supply of water; the brigade were not long in suppressing the flames, but a good deal of damage was done to the shop and its contents. (139, 859, 292, 905)
column-right-left (829, 322, 961, 1614)
sailer-label: SAILER TO ARRIVE. (735, 496, 801, 504)
mail-notices-text: Subject to necessary alterations, mails will close at the Chief Post Office as under:—THIS DAY, SATURDAY, FEBRUARY 18. (970, 991, 1104, 1010)
half-holiday-paragraph: A point of some interest cropped up yesterday in connection with the Saturday half-holiday petition which is being circulated by the Trades Council, with a view to securing that a poll of electors in the local district shall be taken upon the question as to whether or not Saturday shall be the statutory half-holiday within its boundaries. (139, 143, 292, 189)
grade-results: A Grade, second test.—Wellington, 209; Waihi, 200; Petone, 196; Palmerston, 185; Westport, 183; Wanganui, 173. B grade, second test.—Wellington Tramways, 185; Gisborne, 180; Marton Regal, 181. For the £100 prize—Wellington, 440; Waihi, 408; Wanganui, 402. (139, 72, 292, 111)
regatta-text: That section of the public interested in oarsmanship will be amply catered for this afternoon. Ten events are set down for settlement, so that the greater part of the day will be occupied. The Star, Wellington and Petone clubs are all well represented, and good racing is anticipated. A launch will convey the judge and press. (139, 467, 292, 512)
lyall-bay-text: Details of the recent land transaction in which the City Council has purchased an additional ten acres of land at Lyall Bay for the sum of £3000, and the intention of the council to regard the land as a permanent recreation reserve, will be of interest to residents. The position is that the council, prior to the latest purchase, owned 13 acres of land adjacent to the sea-frontage. (302, 1016, 417, 1081)
overseas-text: MURIRAI (due about February 23), sailed on December 31, via Australian ports and Auckland. Shaw, Savill and Albion Co., agents. CORINTHIC (due about February 28), sailed on January 5, via Cape Town and Hobart. Shaw, Savill and Albion Co., agents. TURAKINA (due about March 13), sailed on January 21. Shaw, Savill and Albion Co., agents. (713, 352, 823, 416)
column-rule (421, 33, 422, 1612)
fire-section: BLAZE ON LAMBTON QUAY. (170, 712, 261, 720)
band-contest-later: Later. (110, 438, 129, 446)
divider (337, 596, 383, 597)
moon-text: Moon rises to-day, 3.5 p.m.; sets, 11.9 a.m. Sunday. (598, 103, 703, 116)
weather-text: Cape Maria van Diemen—S.W., light; barometer, 30.08; thermometer, 68; fine. Russell—E., light; barometer, 30.19; thermometer, 71; cloudy. Auckland—S.W., breeze; barometer, 30.08; thermometer, 67; clear. (970, 622, 1104, 661)
fire-text: An outbreak of fire at Messrs. Hill Bros.' grocery establishment, on Lambton Quay, resulted in the brigade being called out at 3.37 o'clock yesterday morning, with a plentiful supply of water; the brigade were not long in suppressing the flames, but a good deal of damage was done to the shop and its contents. (139, 722, 292, 767)
divider (185, 114, 246, 115)
mails-text: Mails for the Chatham Islands, per Kumara, close at Lyttelton this day. (970, 377, 1104, 390)
departures-text: HUIA, s.s. (3 p.m.), 137 tons, Burt, from Nelson. MAORI, s.s. (1.45 a.m.), 3,400 tons, Slaw, from Lyttelton. MAPOURIKA, s.s., 1,203 tons, from Wanganui. ROSAMOND, s.s. (8.30 a.m.), 1,420 tons, from Sydney. TAKAPUNA, s.s. (6 p.m.), 2,030 tons, from Greymouth. (598, 554, 703, 606)
final-results-byline: (By Telegraph—Press Association) (30, 1592, 125, 1599)
half-holiday-paragraph: In conversation with a Dominion reporter, Mr. Reyling said that this clause was complete in itself, and mandatory in its scope. The Labour Department officials who were questioned pointed out that the latter part of Clause 2, Section 11, of the Shops and Offices Act, is a general application. (139, 189, 292, 228)
band-contest-later-text: The playing for the final test selection commenced at 6.45 a.m. Garrison 'INCO Rosedale' was the selection. The test selection was 'Nemesis,' and Garrison was again adjudged the winner, the judge declaring the playing to be worthy of a first place at any contest in the Dominion. (26, 1331, 129, 1389)
deep-text: There is a very brilliant article by Professor J. Arthur Thomson in the January issue of the 'London Quarterly Review.' Its title is 'The Dryad in the Sea.' His exploration of the deep is a fascinating story of the discovery of how sea-life penetrates to astonishing depths. (426, 645, 588, 684)
waihi-mine-text: Auckland, February 17. The following cable has been sent to London by Captain Richard, and was published in London on February 16:— 'I have examined the mine, works, records, and plans of the Waihi Company, and find that all work being done compares favourably with good mining and milling practice elsewhere. I confirm the necessity to reduce the output, as I am of opinion that the conditions in the mine, not the capacity of the mine, must now control the output.' (302, 425, 417, 509)
deep-subsection: A Richly-peopled Marine World. (456, 426, 558, 434)
moon-label: MOON. (639, 93, 662, 100)
mails-text: Mails for the Chatham Islands, per Kumara, close at Lyttelton this day. (970, 349, 1104, 363)
weather-text: Cape Maria van Diemen—S.W., light; barometer, 30.08; thermometer, 68; fine. Russell—E., light; barometer, 30.19; thermometer, 71; cloudy. Auckland—S.W., breeze; barometer, 30.08; thermometer, 67; clear. (970, 503, 1104, 542)
heather-blend: HEATHER BLEND, (984, 927, 1090, 941)
overseas-sub-label: OVERSEA. (750, 584, 786, 592)
column-waihi-mine (302, 33, 417, 1614)
arrivals-text: HUIA, s.s. (3 p.m.), 137 tons, Burt, from Nelson. MAORI, s.s. (1.45 a.m.), 3,400 tons, Slaw, from Lyttelton. MAPOURIKA, s.s., 1,203 tons, from Wanganui. ROSAMOND, s.s. (8.30 a.m.), 1,420 tons, from Sydney. TAKAPUNA, s.s. (6 p.m.), 2,030 tons, from Greymouth. (598, 322, 703, 374)
overseas-headline: OVERSEA SHIPPING. (733, 36, 803, 43)
royalty: THE ROYALTY, (1003, 861, 1071, 872)
expected-text: HUIA, s.s. (3 p.m.), 137 tons, Burt, from Nelson. MAORI, s.s. (1.45 a.m.), 3,400 tons, Slaw, from Lyttelton. MAPOURIKA, s.s., 1,203 tons, from Wanganui. ROSAMOND, s.s. (8.30 a.m.), 1,420 tons, from Sydney. TAKAPUNA, s.s. (6 p.m.), 2,030 tons, from Greymouth. (598, 670, 703, 722)
ad-one: ONE (944, 232, 993, 257)
alterations-text: The alterations necessary for turning the Union Company's steamer Flora into a collier, in place of a passenger vessel, are being completed at Port Chalmers. (829, 614, 961, 641)
deep-text: There is a very brilliant article by Professor J. Arthur Thomson in the January issue of the 'London Quarterly Review.' Its title is 'The Dryad in the Sea.' His exploration of the deep is a fascinating story of the discovery of how sea-life penetrates to astonishing depths. (426, 475, 588, 514)
overseas-text: MURIRAI (due about February 23), sailed on December 31, via Australian ports and Auckland. Shaw, Savill and Albion Co., agents. CORINTHIC (due about February 28), sailed on January 5, via Cape Town and Hobart. Shaw, Savill and Albion Co., agents. TURAKINA (due about March 13), sailed on January 21. Shaw, Savill and Albion Co., agents. (713, 68, 823, 132)
fire-text: An outbreak of fire at Messrs. Hill Bros.' grocery establishment, on Lambton Quay, resulted in the brigade being called out at 3.37 o'clock yesterday morning, with a plentiful supply of water; the brigade were not long in suppressing the flames, but a good deal of damage was done to the shop and its contents. (139, 951, 292, 996)
alterations-text: The alterations necessary for turning the Union Company's steamer Flora into a collier, in place of a passenger vessel, are being completed at Port Chalmers. (829, 641, 961, 667)
divider (57, 83, 98, 84)
fire-text: An outbreak of fire at Messrs. Hill Bros.' grocery establishment, on Lambton Quay, resulted in the brigade being called out at 3.37 o'clock yesterday morning, with a plentiful supply of water; the brigade were not long in suppressing the flames, but a good deal of damage was done to the shop and its contents. (139, 814, 292, 859)
deep-text: There is a very brilliant article by Professor J. Arthur Thomson in the January issue of the 'London Quarterly Review.' Its title is 'The Dryad in the Sea.' His exploration of the deep is a fascinating story of the discovery of how sea-life penetrates to astonishing depths. (426, 385, 588, 424)
overseas-text: MURIRAI (due about February 23), sailed on December 31, via Australian ports and Auckland. Shaw, Savill and Albion Co., agents. CORINTHIC (due about February 28), sailed on January 5, via Cape Town and Hobart. Shaw, Savill and Albion Co., agents. TURAKINA (due about March 13), sailed on January 21. Shaw, Savill and Albion Co., agents. (713, 671, 823, 736)
band-contest-paragraph: At the time of writing the tenor horn solos are being decided, the A grade and lower sections having faced the judge this morning. In the former event Wellington Garrison have scored a win, thus laying claim to another first prize. The judge was complimentary to both the above players, and stated that the former gave a most excellent rendering, in phrasing and all the contest at the magnitude of it. (26, 196, 129, 273)
from-liverpool: From Liverpool. (713, 265, 765, 273)
lyall-bay-text: Details of the recent land transaction in which the City Council has purchased an additional ten acres of land at Lyall Bay for the sum of £3000, and the intention of the council to regard the land as a permanent recreation reserve, will be of interest to residents. The position is that the council, prior to the latest purchase, owned 13 acres of land adjacent to the sea-frontage. (302, 886, 417, 950)
column-right-right (970, 322, 1104, 1614)
deep-text: There is a very brilliant article by Professor J. Arthur Thomson in the January issue of the 'London Quarterly Review.' Its title is 'The Dryad in the Sea.' His exploration of the deep is a fascinating story of the discovery of how sea-life penetrates to astonishing depths. (426, 436, 588, 475)
band-contest-paragraph: At the time of writing the tenor horn solos are being decided, the A grade and lower sections having faced the judge this morning. In the former event Wellington Garrison have scored a win, thus laying claim to another first prize. The judge was complimentary to both the above players, and stated that the former gave a most excellent rendering, in phrasing and all the contest at the magnitude of it. (26, 1253, 129, 1330)
from-montreal: From Montreal. (713, 342, 762, 350)
from-new-york: From New York. (713, 419, 764, 427)
deep-text: There is a very brilliant article by Professor J. Arthur Thomson in the January issue of the 'London Quarterly Review.' Its title is 'The Dryad in the Sea.' His exploration of the deep is a fascinating story of the discovery of how sea-life penetrates to astonishing depths. (426, 736, 588, 775)
lyall-bay-text: Details of the recent land transaction in which the City Council has purchased an additional ten acres of land at Lyall Bay for the sum of £3000, and the intention of the council to regard the land as a permanent recreation reserve, will be of interest to residents. The position is that the council, prior to the latest purchase, owned 13 acres of land adjacent to the sea-frontage. (302, 626, 417, 690)
deep-text: There is a very brilliant article by Professor J. Arthur Thomson in the January issue of the 'London Quarterly Review.' Its title is 'The Dryad in the Sea.' His exploration of the deep is a fascinating story of the discovery of how sea-life penetrates to astonishing depths. (426, 606, 588, 645)
final-results-subheadline: DECISION COMES AS A SURPRISE. (39, 1574, 116, 1590)
band-contest-subheadline: ANOTHER WIN FOR WELLINGTON GARRISON. (35, 64, 120, 79)
weather-text: Cape Maria van Diemen—S.W., light; barometer, 30.08; thermometer, 68; fine. Russell—E., light; barometer, 30.19; thermometer, 71; cloudy. Auckland—S.W., breeze; barometer, 30.08; thermometer, 67; clear. (970, 819, 1104, 858)
band-contest-paragraph: Palmerston North, February 17. To-night the curtain will be rung down on the fourteenth band contest of the North Island Brass Band Association. The weather has been glorious, much to the discomfiture of the farmers, the country wears a burnt and dusty appearance. From the contest standpoint, however, it has been ideal, and the people have flocked in thousands to hear the music competitions. (26, 273, 129, 357)
from-london: From London. (713, 58, 759, 65)
alterations-text: The alterations necessary for turning the Union Company's steamer Flora into a collier, in place of a passenger vessel, are being completed at Port Chalmers. (829, 1014, 961, 1040)
regatta-text: That section of the public interested in oarsmanship will be amply catered for this afternoon. Ten events are set down for settlement, so that the greater part of the day will be occupied. The Star, Wellington and Petone clubs are all well represented, and good racing is anticipated. A launch will convey the judge and press. (139, 513, 292, 558)
band-contest-paragraph: At the time of writing the tenor horn solos are being decided, the A grade and lower sections having faced the judge this morning. In the former event Wellington Garrison have scored a win, thus laying claim to another first prize. The judge was complimentary to both the above players, and stated that the former gave a most excellent rendering, in phrasing and all the contest at the magnitude of it. (26, 358, 129, 435)
deep-subsection: The Sea's Abundance of Life. (459, 165, 555, 173)
overseas-text: MURIRAI (due about February 23), sailed on December 31, via Australian ports and Auckland. Shaw, Savill and Albion Co., agents. CORINTHIC (due about February 28), sailed on January 5, via Cape Town and Hobart. Shaw, Savill and Albion Co., agents. TURAKINA (due about March 13), sailed on January 21. Shaw, Savill and Albion Co., agents. (713, 198, 823, 262)
half-holiday-headline: WEEKLY HALF-HOLIDAY. (152, 118, 279, 130)
alterations-text: The alterations necessary for turning the Union Company's steamer Flora into a collier, in place of a passenger vessel, are being completed at Port Chalmers. (829, 455, 961, 481)
